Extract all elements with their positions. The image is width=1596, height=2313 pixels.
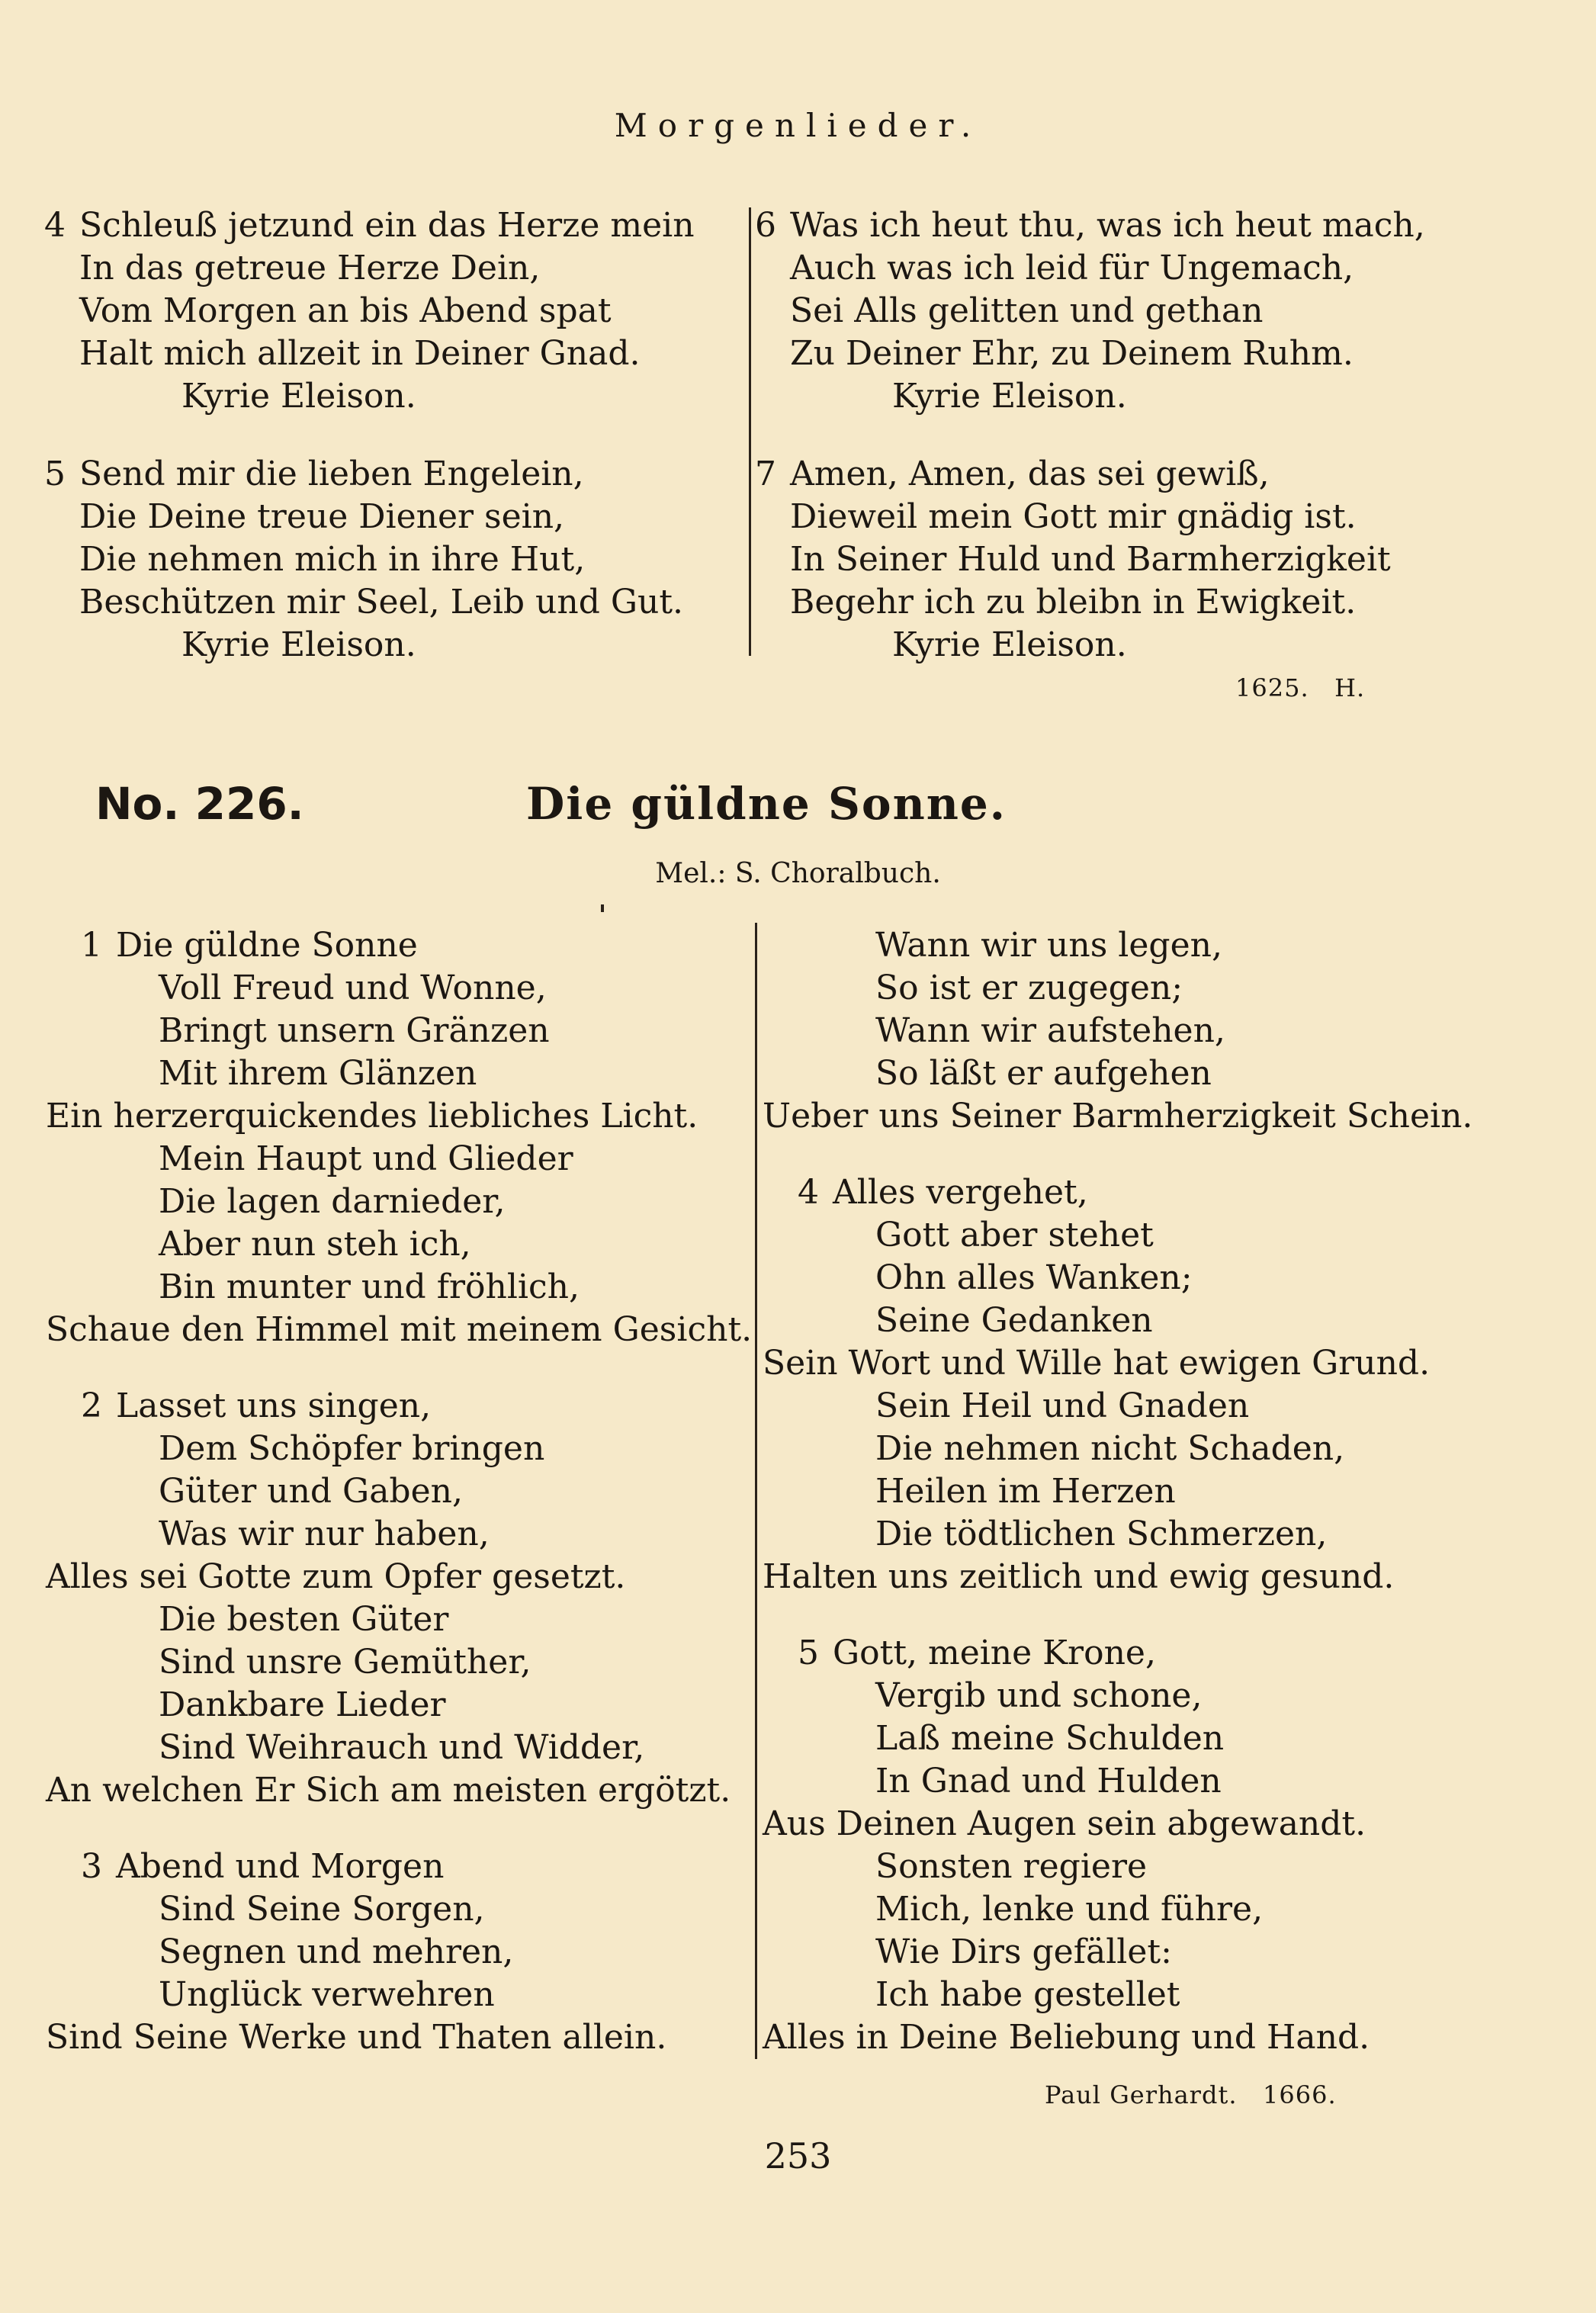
verse-line: In Seiner Huld und Barmherzigkeit [790,540,1391,579]
hymn-title: Die güldne Sonne. [526,778,1007,830]
verse-line: Wann wir aufstehen, [875,1011,1225,1050]
verse-line: Ohn alles Wanken; [875,1258,1193,1297]
verse-line: Mit ihrem Glänzen [159,1054,477,1093]
verse-line: Bin munter und fröhlich, [159,1267,580,1306]
verse-number: 6 [755,206,776,245]
verse-line: Sind Seine Sorgen, [159,1890,485,1929]
verse-line: Halten uns zeitlich und ewig gesund. [763,1557,1395,1596]
verse-line: Vergib und schone, [875,1676,1203,1715]
verse-line: Die güldne Sonne [116,926,418,965]
verse-line: Wie Dirs gefället: [875,1932,1172,1971]
verse-line: Die besten Güter [159,1600,449,1639]
verse-line: Abend und Morgen [116,1847,445,1886]
verse-3 [46,1846,666,2059]
previous-hymn-attribution: 1625. H. [1235,673,1366,702]
decorative-mark [601,904,604,912]
verse-line: Gott aber stehet [875,1216,1154,1254]
verse-line: Alles sei Gotte zum Opfer gesetzt. [46,1557,626,1596]
verse-refrain: Kyrie Eleison. [892,625,1127,664]
verse-line: Ein herzerquickendes liebliches Licht. [46,1097,698,1136]
verse-number: 5 [44,455,66,493]
verse-line: Zu Deiner Ehr, zu Deinem Ruhm. [790,334,1354,373]
verse-line: Sind Weihrauch und Widder, [159,1728,645,1767]
column-divider-bottom [755,923,757,2059]
verse-4 [763,1171,1430,1598]
verse-line: Send mir die lieben Engelein, [79,455,584,493]
verse-line: Gott, meine Krone, [833,1634,1156,1672]
page-number: 253 [764,2135,832,2176]
verse-line: Schleuß jetzund ein das Herze mein [79,206,695,245]
verse-line: In Gnad und Hulden [875,1762,1222,1801]
verse-line: Sind Seine Werke und Thaten allein. [46,2018,667,2057]
verse-3-continued [763,924,1472,1138]
verse-number: 2 [81,1386,102,1425]
column-divider-top [749,207,751,656]
verse-line: Sei Alls gelitten und gethan [790,291,1264,330]
verse-line: Die nehmen mich in ihre Hut, [79,540,586,579]
verse-line: Alles in Deine Beliebung und Hand. [763,2018,1370,2057]
verse-line: Aber nun steh ich, [159,1225,471,1264]
running-header: Morgenlieder. [614,107,982,144]
verse-line: Mich, lenke und führe, [875,1890,1264,1929]
verse-line: Amen, Amen, das sei gewiß, [790,455,1270,493]
verse-1 [46,924,752,1351]
verse-line: Mein Haupt und Glieder [159,1139,573,1178]
previous-verse-6 [755,204,1425,418]
verse-line: Vom Morgen an bis Abend spat [79,291,612,330]
verse-refrain: Kyrie Eleison. [181,377,416,416]
verse-line: Segnen und mehren, [159,1932,514,1971]
verse-line: Dieweil mein Gott mir gnädig ist. [790,497,1357,536]
verse-line: Sonsten regiere [875,1847,1148,1886]
verse-line: Sind unsre Gemüther, [159,1643,531,1682]
verse-line: Ich habe gestellet [875,1975,1180,2014]
verse-line: Aus Deinen Augen sein abgewandt. [763,1804,1366,1843]
verse-line: Was wir nur haben, [159,1515,490,1553]
verse-number: 4 [44,206,66,245]
verse-line: Begehr ich zu bleibn in Ewigkeit. [790,583,1357,622]
verse-refrain: Kyrie Eleison. [181,625,416,664]
verse-line: Laß meine Schulden [875,1719,1225,1758]
verse-line: Beschützen mir Seel, Leib und Gut. [79,583,684,622]
previous-verse-7 [755,453,1391,667]
verse-number: 3 [81,1847,102,1886]
verse-line: Was ich heut thu, was ich heut mach, [790,206,1425,245]
verse-line: Dankbare Lieder [159,1685,446,1724]
verse-line: Die nehmen nicht Schaden, [875,1429,1345,1468]
verse-line: Schaue den Himmel mit meinem Gesicht. [46,1310,753,1349]
verse-line: Die Deine treue Diener sein, [79,497,565,536]
verse-line: Sein Heil und Gnaden [875,1386,1250,1425]
melody-reference: Mel.: S. Choralbuch. [655,858,941,889]
verse-5 [763,1632,1370,2059]
verse-line: Halt mich allzeit in Deiner Gnad. [79,334,641,373]
hymn-attribution: Paul Gerhardt. 1666. [1045,2080,1337,2109]
verse-line: Auch was ich leid für Ungemach, [790,249,1354,288]
verse-line: Alles vergehet, [833,1173,1088,1212]
verse-line: Seine Gedanken [875,1301,1153,1340]
hymn-number: No. 226. [95,778,304,830]
previous-verse-5 [44,453,683,667]
verse-refrain: Kyrie Eleison. [892,377,1127,416]
verse-number: 1 [81,926,102,965]
verse-line: Lasset uns singen, [116,1386,432,1425]
verse-line: In das getreue Herze Dein, [79,249,541,288]
verse-line: Bringt unsern Gränzen [159,1011,550,1050]
verse-2 [46,1385,731,1812]
verse-line: Wann wir uns legen, [875,926,1222,965]
verse-line: So ist er zugegen; [875,969,1183,1007]
verse-line: Güter und Gaben, [159,1472,463,1511]
verse-line: Die tödtlichen Schmerzen, [875,1515,1328,1553]
verse-line: Sein Wort und Wille hat ewigen Grund. [763,1344,1431,1383]
verse-line: Unglück verwehren [159,1975,495,2014]
verse-line: An welchen Er Sich am meisten ergötzt. [46,1771,731,1810]
verse-line: Voll Freud und Wonne, [159,969,547,1007]
verse-number: 4 [798,1173,819,1212]
verse-line: Dem Schöpfer bringen [159,1429,545,1468]
verse-number: 5 [798,1634,819,1672]
verse-line: Ueber uns Seiner Barmherzigkeit Schein. [763,1097,1473,1136]
verse-line: Die lagen darnieder, [159,1182,506,1221]
verse-number: 7 [755,455,776,493]
verse-line: So läßt er aufgehen [875,1054,1212,1093]
previous-verse-4 [44,204,695,418]
verse-line: Heilen im Herzen [875,1472,1176,1511]
